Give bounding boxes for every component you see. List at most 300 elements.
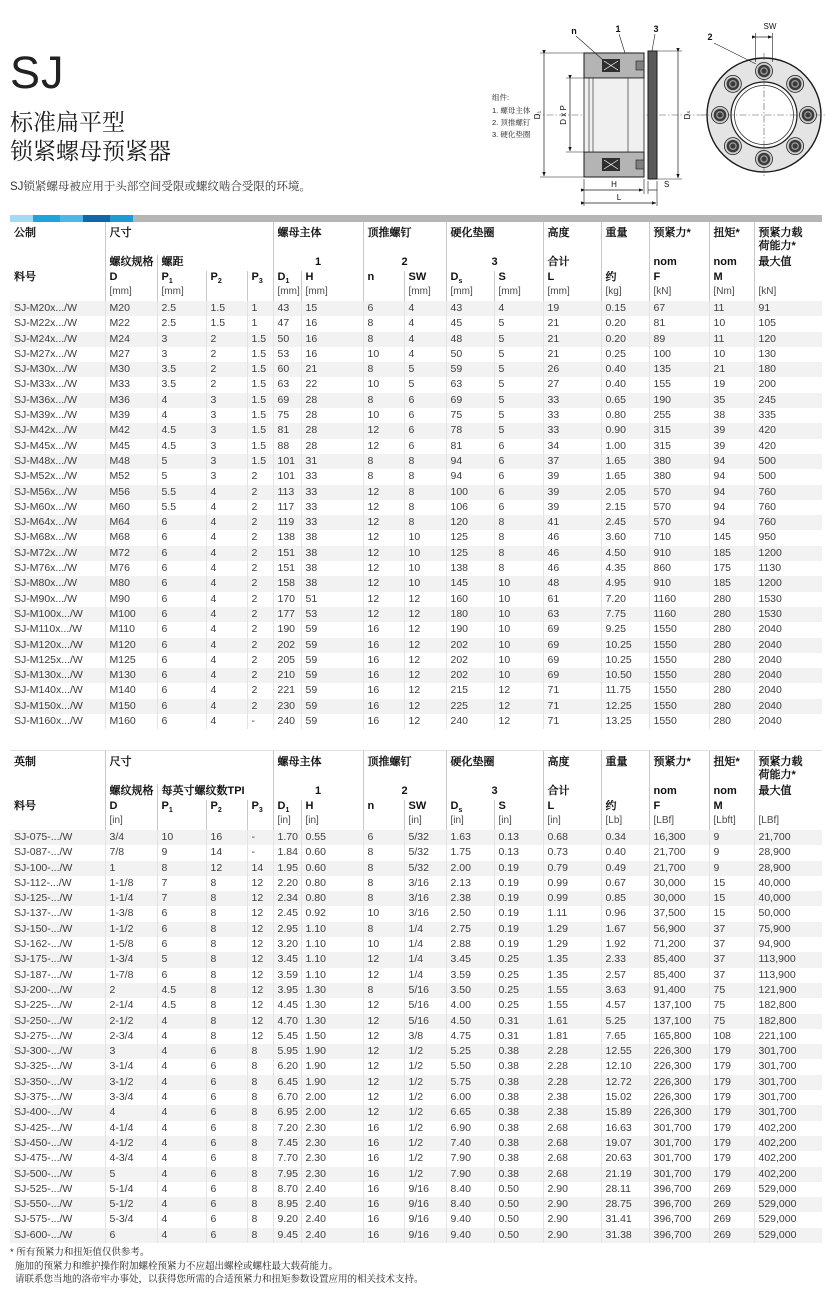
column-header: H (301, 800, 363, 815)
cell: 3-1/2 (105, 1075, 157, 1090)
cell: 0.25 (494, 968, 543, 983)
cell: 5-3/4 (105, 1212, 157, 1227)
cell: 1.5 (247, 439, 273, 454)
cell: 12 (363, 1014, 404, 1029)
cell: 15 (709, 906, 754, 921)
cell: 8 (363, 332, 404, 347)
cell: 170 (273, 592, 301, 607)
column-header: [mm] (273, 286, 301, 301)
cell: 10.25 (601, 638, 649, 653)
column-header: [in] (494, 815, 543, 830)
cell: 34 (543, 439, 601, 454)
table-row (10, 1014, 822, 1029)
cell: 10 (157, 830, 206, 845)
dim-label-dxp: D x P (559, 105, 568, 125)
table-row (10, 1075, 822, 1090)
cell: 5 (494, 377, 543, 392)
cell: 89 (649, 332, 709, 347)
cell: 4.35 (601, 561, 649, 576)
column-header: S (494, 800, 543, 815)
cell: 125 (446, 530, 494, 545)
cell: 6 (157, 607, 206, 622)
cell: 1130 (754, 561, 822, 576)
cell: 12 (404, 592, 446, 607)
cell: 396,700 (649, 1182, 709, 1197)
cell: 0.15 (601, 301, 649, 316)
cell: 396,700 (649, 1228, 709, 1243)
cell: 0.90 (601, 423, 649, 438)
cell: 8 (206, 906, 247, 921)
cell: 10 (363, 906, 404, 921)
cell: 10 (494, 622, 543, 637)
cell: 529,000 (754, 1212, 822, 1227)
cell: 21 (301, 362, 363, 377)
cell: 200 (754, 377, 822, 392)
cell: 225 (446, 699, 494, 714)
cell: 5/16 (404, 998, 446, 1013)
cell: 6 (206, 1182, 247, 1197)
cell: 280 (709, 638, 754, 653)
part-number: SJ-425-.../W (14, 1121, 73, 1134)
cell: 5-1/2 (105, 1197, 157, 1212)
cell: 2 (247, 607, 273, 622)
cell: 4 (206, 607, 247, 622)
cell: 91 (754, 301, 822, 316)
column-header: 扭矩* (709, 751, 754, 784)
cell: 402,200 (754, 1121, 822, 1136)
column-header: 硬化垫圈 (446, 751, 543, 784)
cell: 6.00 (446, 1090, 494, 1105)
cell: 529,000 (754, 1197, 822, 1212)
cell: 43 (446, 301, 494, 316)
cell: 8 (363, 983, 404, 998)
cell: 8 (363, 876, 404, 891)
part-number: SJ-M27x.../W (14, 347, 78, 360)
cell: 1.81 (543, 1029, 601, 1044)
cell: 230 (273, 699, 301, 714)
push-screw-icon (756, 151, 773, 168)
cell: 10.25 (601, 653, 649, 668)
cell: 30,000 (649, 891, 709, 906)
cell: 5 (494, 316, 543, 331)
cell: 1200 (754, 576, 822, 591)
cell: 5 (404, 377, 446, 392)
part-number: SJ-375-.../W (14, 1091, 73, 1104)
column-header: [mm] (301, 286, 363, 301)
header-row (10, 286, 822, 301)
cell: 1.10 (301, 952, 363, 967)
cell: 50 (446, 347, 494, 362)
cell: 280 (709, 714, 754, 729)
cell: 12 (363, 423, 404, 438)
cell: M130 (105, 668, 157, 683)
cell: 94 (709, 469, 754, 484)
cell: 3.45 (446, 952, 494, 967)
cell: 1.5 (247, 408, 273, 423)
cell: 12 (247, 876, 273, 891)
cell: 4 (206, 653, 247, 668)
cell: 2.05 (601, 485, 649, 500)
cell: 1.55 (543, 983, 601, 998)
column-header: 高度 (543, 751, 601, 784)
cell: 9.40 (446, 1212, 494, 1227)
cell: 67 (649, 301, 709, 316)
column-header: 螺纹规格 (105, 784, 157, 800)
cell: 6 (404, 439, 446, 454)
cell: 380 (649, 454, 709, 469)
table-row (10, 861, 822, 876)
callout-1: 1 (615, 24, 621, 34)
cell: 1.5 (247, 393, 273, 408)
cell: M30 (105, 362, 157, 377)
cell: 185 (709, 576, 754, 591)
cell: 0.31 (494, 1014, 543, 1029)
cell: M125 (105, 653, 157, 668)
table-row (10, 622, 822, 637)
cell: 59 (301, 653, 363, 668)
cell: 2.68 (543, 1136, 601, 1151)
cell: 2 (247, 469, 273, 484)
cell: 12 (363, 1075, 404, 1090)
cell: 8 (404, 485, 446, 500)
cell: 8 (247, 1167, 273, 1182)
cell: M60 (105, 500, 157, 515)
column-header: 螺距 (157, 255, 273, 271)
cell: 119 (273, 515, 301, 530)
cell: 6 (206, 1136, 247, 1151)
cell: 8 (247, 1044, 273, 1059)
cell: 1.5 (247, 377, 273, 392)
cell: 2.75 (446, 922, 494, 937)
cell: 21 (543, 332, 601, 347)
cell: 8 (494, 515, 543, 530)
cell: 46 (543, 561, 601, 576)
cell: 179 (709, 1121, 754, 1136)
column-header: [in] (404, 815, 446, 830)
part-number: SJ-450-.../W (14, 1136, 73, 1149)
header-row (10, 784, 822, 800)
cell: 4.00 (446, 998, 494, 1013)
cell: 8 (206, 891, 247, 906)
cell: 7.70 (273, 1151, 301, 1166)
cell: 7.90 (446, 1167, 494, 1182)
cell: 3 (206, 408, 247, 423)
cell: 1.55 (543, 998, 601, 1013)
cell: 7.40 (446, 1136, 494, 1151)
cell: 0.25 (601, 347, 649, 362)
cell: 38 (301, 561, 363, 576)
cell: 135 (649, 362, 709, 377)
cell: 6 (206, 1121, 247, 1136)
table-row (10, 998, 822, 1013)
cell: 1550 (649, 683, 709, 698)
cell: 8 (363, 891, 404, 906)
cell: 8 (206, 968, 247, 983)
cell: 1.35 (543, 968, 601, 983)
cell: 12 (363, 485, 404, 500)
cell: 12 (363, 546, 404, 561)
accent-bar-segment (33, 215, 60, 222)
cell: 12 (363, 500, 404, 515)
cell: 2 (206, 332, 247, 347)
cell: 3/16 (404, 876, 446, 891)
part-number: SJ-187-.../W (14, 968, 73, 981)
cell: 7.20 (273, 1121, 301, 1136)
callout-2: 2 (707, 32, 713, 42)
cell: 12 (363, 1090, 404, 1105)
cell: 155 (649, 377, 709, 392)
column-header: H (301, 271, 363, 286)
cell: 38 (301, 530, 363, 545)
cell: 2 (247, 653, 273, 668)
cell: 1-1/2 (105, 922, 157, 937)
cell: 100 (649, 347, 709, 362)
cell: 2 (247, 546, 273, 561)
cell: 402,200 (754, 1167, 822, 1182)
column-header (754, 800, 822, 815)
product-subtitle (10, 108, 480, 166)
cell: 1.75 (446, 845, 494, 860)
part-number: SJ-M39x.../W (14, 409, 78, 422)
column-header: 料号 (14, 271, 36, 283)
cell: 8 (404, 500, 446, 515)
column-header (247, 815, 273, 830)
cell: 9.20 (273, 1212, 301, 1227)
cell: 10 (363, 408, 404, 423)
column-header: $P_3$ (247, 271, 273, 286)
cell: M150 (105, 699, 157, 714)
cell: 0.38 (494, 1151, 543, 1166)
cell: 4 (157, 1167, 206, 1182)
cell: 10 (494, 607, 543, 622)
footnote-line: 施加的预紧力和维护操作附加螺栓预紧力不应超出螺栓或螺柱最大载荷能力。 (15, 1260, 339, 1272)
column-header: D (105, 800, 157, 815)
cell: 138 (273, 530, 301, 545)
cell: 12 (247, 1029, 273, 1044)
cell: 59 (301, 668, 363, 683)
cell: 2.88 (446, 937, 494, 952)
column-header: 尺寸 (105, 222, 273, 255)
cell: 6 (206, 1044, 247, 1059)
cell: 3 (206, 439, 247, 454)
cell: 10.50 (601, 668, 649, 683)
cell: 7/8 (105, 845, 157, 860)
cell: 12 (247, 1014, 273, 1029)
cell: 2.5 (157, 316, 206, 331)
column-header: 约 (601, 800, 649, 815)
table-row (10, 561, 822, 576)
push-screw-icon (712, 107, 729, 124)
cell: 51 (301, 592, 363, 607)
cell: 12 (404, 622, 446, 637)
cell: 6 (157, 515, 206, 530)
cell: 4-3/4 (105, 1151, 157, 1166)
cell: 12 (404, 638, 446, 653)
cell: 4 (494, 301, 543, 316)
cell: 1.50 (301, 1029, 363, 1044)
cell: 0.50 (494, 1182, 543, 1197)
cell: 1.30 (301, 998, 363, 1013)
column-header: [mm] (157, 286, 206, 301)
table-row (10, 592, 822, 607)
cell: 5.45 (273, 1029, 301, 1044)
cell: 12 (363, 1029, 404, 1044)
accent-bar (10, 215, 822, 222)
cell: 5 (494, 408, 543, 423)
cell: 10 (404, 530, 446, 545)
cell: M27 (105, 347, 157, 362)
cell: 1.5 (247, 347, 273, 362)
cell: 3 (105, 1044, 157, 1059)
cell: 221 (273, 683, 301, 698)
table-row (10, 362, 822, 377)
legend-item: 1. 螺母主体 (492, 106, 531, 115)
cell: 226,300 (649, 1105, 709, 1120)
part-number: SJ-M68x.../W (14, 531, 78, 544)
cell: 8 (247, 1090, 273, 1105)
cell: 63 (543, 607, 601, 622)
cell: 16 (363, 622, 404, 637)
cell: 2.40 (301, 1212, 363, 1227)
cell: 5 (494, 393, 543, 408)
table-row (10, 1197, 822, 1212)
cell: 48 (446, 332, 494, 347)
cell: 179 (709, 1044, 754, 1059)
cell: 39 (543, 485, 601, 500)
cell: 1.70 (273, 830, 301, 845)
cell: 760 (754, 500, 822, 515)
cell: 47 (273, 316, 301, 331)
cell: 94 (709, 454, 754, 469)
cell: 0.19 (494, 861, 543, 876)
cell: 1.10 (301, 922, 363, 937)
cell: 11 (709, 332, 754, 347)
part-number: SJ-M30x.../W (14, 363, 78, 376)
cell: 8 (404, 515, 446, 530)
part-number: SJ-075-.../W (14, 831, 73, 843)
column-header: [in] (273, 815, 301, 830)
cell: 12.10 (601, 1059, 649, 1074)
cell: 280 (709, 668, 754, 683)
cell: 6 (494, 485, 543, 500)
column-header: 最大值 (754, 784, 822, 800)
cell: 1/2 (404, 1167, 446, 1182)
cell: 5/16 (404, 983, 446, 998)
column-header: 螺母主体 (273, 751, 363, 784)
cell: 38 (709, 408, 754, 423)
table-row (10, 714, 822, 729)
cell: 0.38 (494, 1044, 543, 1059)
cell: 2.57 (601, 968, 649, 983)
cell: 1-1/8 (105, 876, 157, 891)
cell: M33 (105, 377, 157, 392)
cell: 0.96 (601, 906, 649, 921)
cell: 6 (157, 561, 206, 576)
part-number: SJ-M72x.../W (14, 546, 78, 559)
cell: M90 (105, 592, 157, 607)
table-row (10, 485, 822, 500)
cell: 6 (157, 714, 206, 729)
dim-label-l: L (616, 193, 622, 202)
cell: 3 (206, 423, 247, 438)
cell: 4 (206, 638, 247, 653)
part-number: SJ-137-.../W (14, 907, 73, 920)
cell: 12 (363, 998, 404, 1013)
cell: 7.20 (601, 592, 649, 607)
cell: 6 (206, 1090, 247, 1105)
column-header: nom (649, 784, 709, 800)
cell: 37 (543, 454, 601, 469)
cell: 2 (206, 347, 247, 362)
cell: 5.95 (273, 1044, 301, 1059)
cell: M80 (105, 576, 157, 591)
table-row (10, 1121, 822, 1136)
cell: 1.67 (601, 922, 649, 937)
cell: 269 (709, 1182, 754, 1197)
column-header: 公制 (14, 227, 36, 239)
cell: 2 (105, 983, 157, 998)
cell: 0.13 (494, 845, 543, 860)
footnotes (10, 1246, 424, 1287)
table-row (10, 500, 822, 515)
cell: 145 (709, 530, 754, 545)
cell: 85,400 (649, 968, 709, 983)
cell: - (247, 845, 273, 860)
cell: 113 (273, 485, 301, 500)
cell: 3-3/4 (105, 1090, 157, 1105)
cell: 12 (494, 683, 543, 698)
table-row (10, 1105, 822, 1120)
cell: 1/2 (404, 1121, 446, 1136)
cell: 190 (446, 622, 494, 637)
cell: 6 (404, 423, 446, 438)
cell: - (247, 714, 273, 729)
cell: 4.5 (157, 983, 206, 998)
cell: 35 (709, 393, 754, 408)
column-header: 螺母主体 (273, 222, 363, 255)
table-row (10, 1059, 822, 1074)
cell: 8 (247, 1121, 273, 1136)
cell: 4 (206, 622, 247, 637)
cell: 81 (446, 439, 494, 454)
column-header: 2 (363, 784, 446, 800)
part-number: SJ-275-.../W (14, 1029, 73, 1042)
cell: 4 (206, 714, 247, 729)
cell: 10 (404, 546, 446, 561)
cell: M64 (105, 515, 157, 530)
table-row (10, 1212, 822, 1227)
cell: 94 (446, 469, 494, 484)
cell: 3 (206, 469, 247, 484)
part-number: SJ-525-.../W (14, 1182, 73, 1195)
cell: 6 (494, 500, 543, 515)
cell: 1-5/8 (105, 937, 157, 952)
cell: 46 (543, 530, 601, 545)
cell: 8 (404, 469, 446, 484)
cell: 9.40 (446, 1228, 494, 1243)
cell: 1.10 (301, 968, 363, 983)
cell: 3.50 (446, 983, 494, 998)
cell: 4.50 (601, 546, 649, 561)
cell: 4 (206, 576, 247, 591)
cell: 910 (649, 576, 709, 591)
cell: 31 (301, 454, 363, 469)
cell: 1530 (754, 607, 822, 622)
callout-3: 3 (653, 24, 659, 34)
part-number: SJ-175-.../W (14, 953, 73, 966)
subtitle-line-1: 标准扁平型 (10, 109, 125, 135)
table-row (10, 607, 822, 622)
